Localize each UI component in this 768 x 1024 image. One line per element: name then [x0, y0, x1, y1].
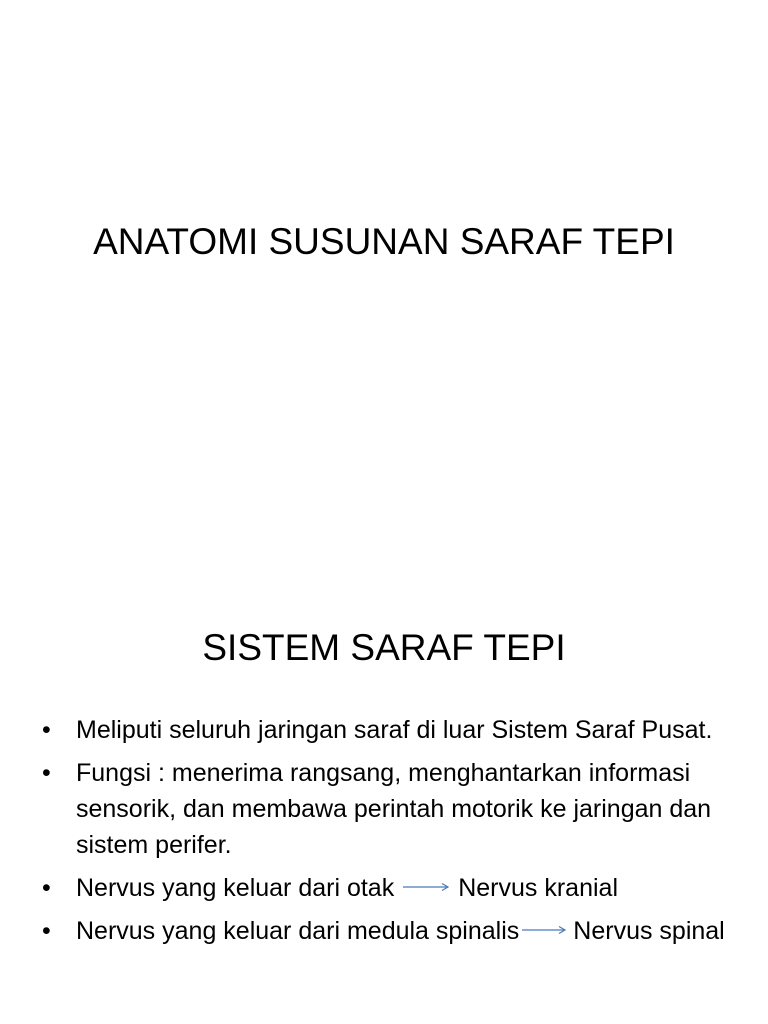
bullet-icon: •: [42, 759, 51, 787]
bullet-text: Meliputi seluruh jaringan saraf di luar Sistem Saraf Pusat.: [76, 716, 713, 744]
right-arrow-icon: [402, 882, 450, 892]
bullet-text-left: Nervus yang keluar dari otak: [76, 874, 395, 902]
bullet-text-left: Nervus yang keluar dari medula spinalis: [76, 917, 520, 945]
right-arrow-icon: [521, 925, 567, 935]
bullet-icon: •: [42, 917, 51, 945]
bullet-item: [40, 755, 730, 863]
slide-title: SISTEM SARAF TEPI: [202, 627, 566, 668]
bullet-text-right: Nervus spinal: [573, 917, 725, 945]
bullet-item: [40, 870, 730, 906]
slide-title: ANATOMI SUSUNAN SARAF TEPI: [93, 221, 675, 262]
bullet-text-right: Nervus kranial: [458, 874, 618, 902]
bullet-icon: •: [42, 874, 51, 902]
bullet-icon: •: [42, 716, 51, 744]
bullet-text: Fungsi : menerima rangsang, menghantarkan informasi sensorik, dan membawa perintah motorik ke jaringan dan sistem perifer.: [76, 759, 712, 859]
bullet-list: [40, 712, 730, 956]
slide-2: [0, 576, 768, 1024]
bullet-item: [40, 712, 730, 748]
bullet-item: [40, 913, 730, 949]
